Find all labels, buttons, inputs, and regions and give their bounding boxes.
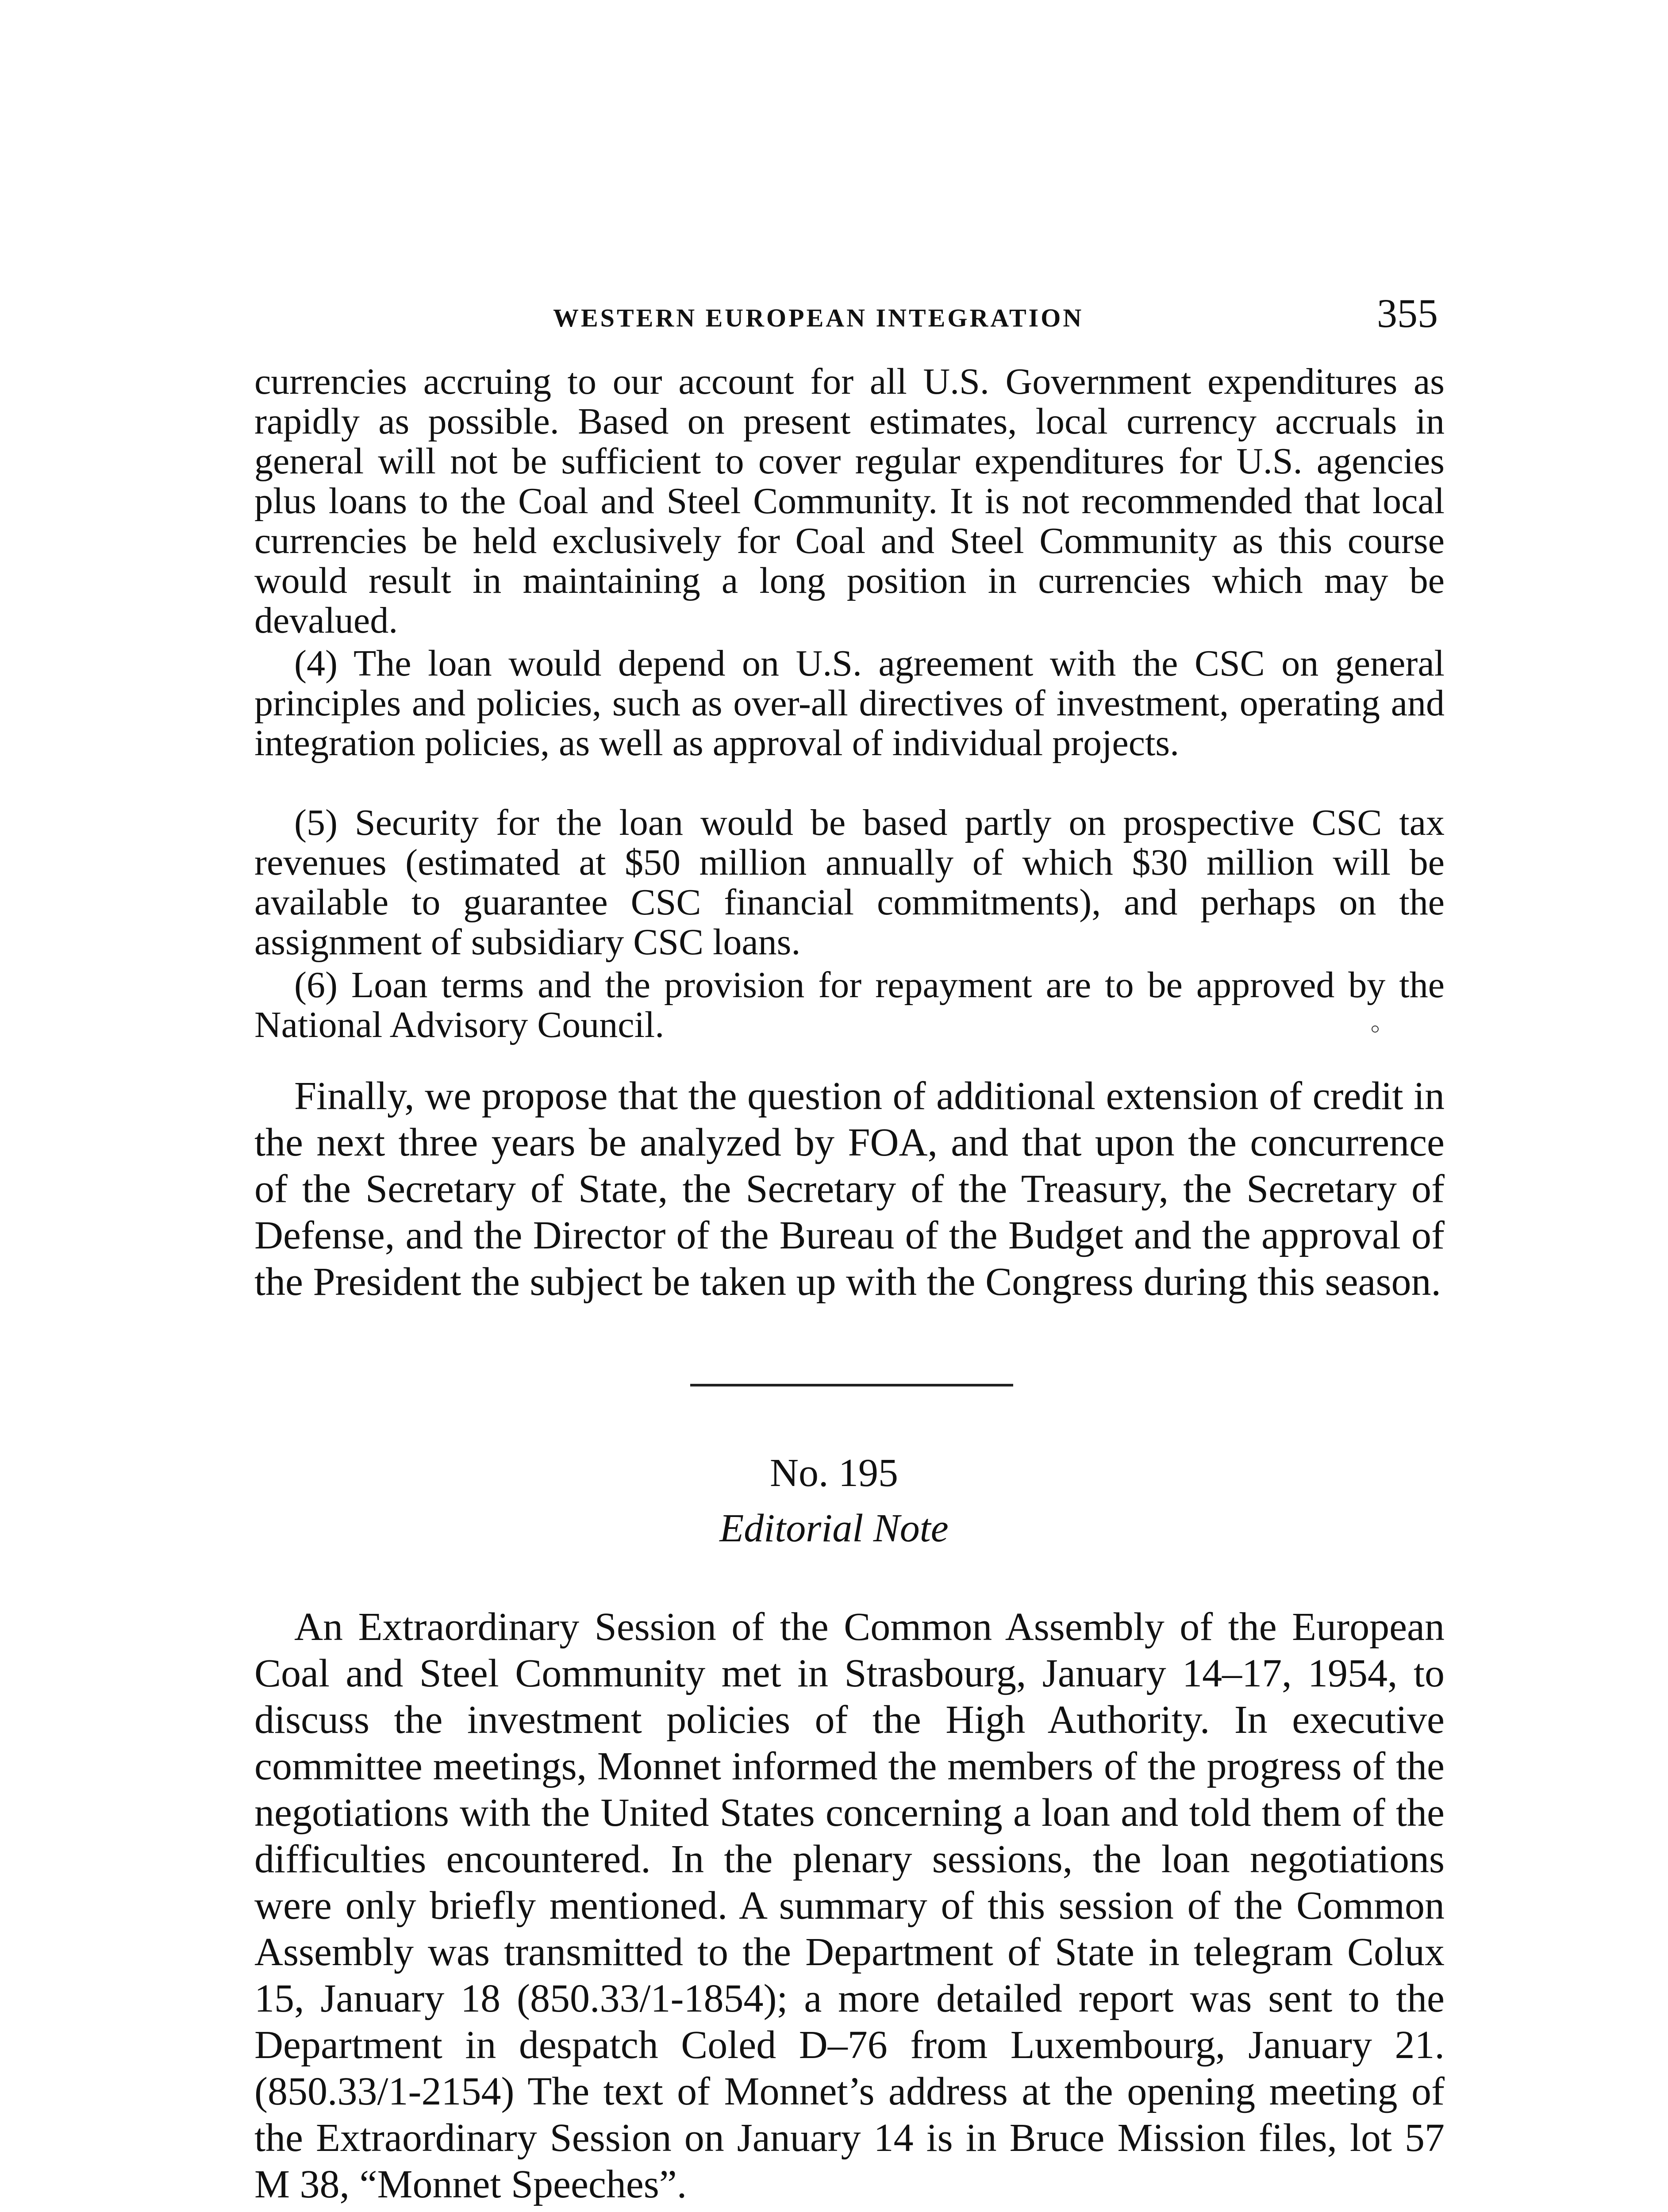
document-number: No. 195: [770, 1451, 898, 1495]
running-head: WESTERN EUROPEAN INTEGRATION: [553, 303, 1084, 332]
editorial-note-body: An Extraordinary Session of the Common Assembly of the European Coal and Steel Community met in Strasbourg, January 14–17, 1954, to discuss the investment policies of the High Authority. In executive committee meetings, Monnet informed the members of the progress of the negotiations with the United States concerning a loan and told them of the difficulties encountered. In the plenary sessions, the loan negotiations were only briefly mentioned. A summary of this session of the Common Assembly was transmitted to the Department of State in telegram Colux 15, January 18 (850.33/1-1854); a more detailed report was sent to the Department in despatch Coled D–76 from Luxembourg, January 21. (850.33/1-2154) The text of Monnet’s address at the opening meeting of the Extraordinary Session on January 14 is in Bruce Mission files, lot 57 M 38, “Monnet Speeches”.: [254, 1605, 1445, 2206]
page-number: 355: [1377, 291, 1438, 336]
paragraph-item-5: (5) Security for the loan would be based partly on prospective CSC tax revenues (estimated at $50 million annually of which $30 million will be available to guarantee CSC financial commitments), and perhaps on the assignment of subsidiary CSC loans.: [254, 802, 1445, 963]
paragraph-finally: Finally, we propose that the question of additional extension of credit in the next three years be analyzed by FOA, and that upon the concurrence of the Secretary of State, the Secretary of the Treasury, the Secretary of Defense, and the Director of the Bureau of the Budget and the approval of the President the subject be taken up with the Congress during this season.: [254, 1074, 1445, 1304]
paragraph-item-6: (6) Loan terms and the provision for repayment are to be approved by the National Advisory Council.: [254, 964, 1445, 1045]
section-divider: [690, 1384, 1013, 1386]
paragraph-currencies: currencies accruing to our account for all U.S. Government expenditures as rapidly as possible. Based on present estimates, local currency accruals in general will not be sufficient to cover regular expenditures for U.S. agencies plus loans to the Coal and Steel Community. It is not recommended that local currencies be held exclusively for Coal and Steel Community as this course would result in maintaining a long position in currencies which may be devalued.: [254, 361, 1445, 641]
editorial-note-title: Editorial Note: [719, 1506, 949, 1550]
stray-mark-icon: [1372, 1025, 1379, 1033]
paragraph-item-4: (4) The loan would depend on U.S. agreement with the CSC on general principles and policies, such as over-all directives of investment, operating and integration policies, as well as approval of individual projects.: [254, 643, 1445, 764]
page-header: [252, 290, 1447, 343]
